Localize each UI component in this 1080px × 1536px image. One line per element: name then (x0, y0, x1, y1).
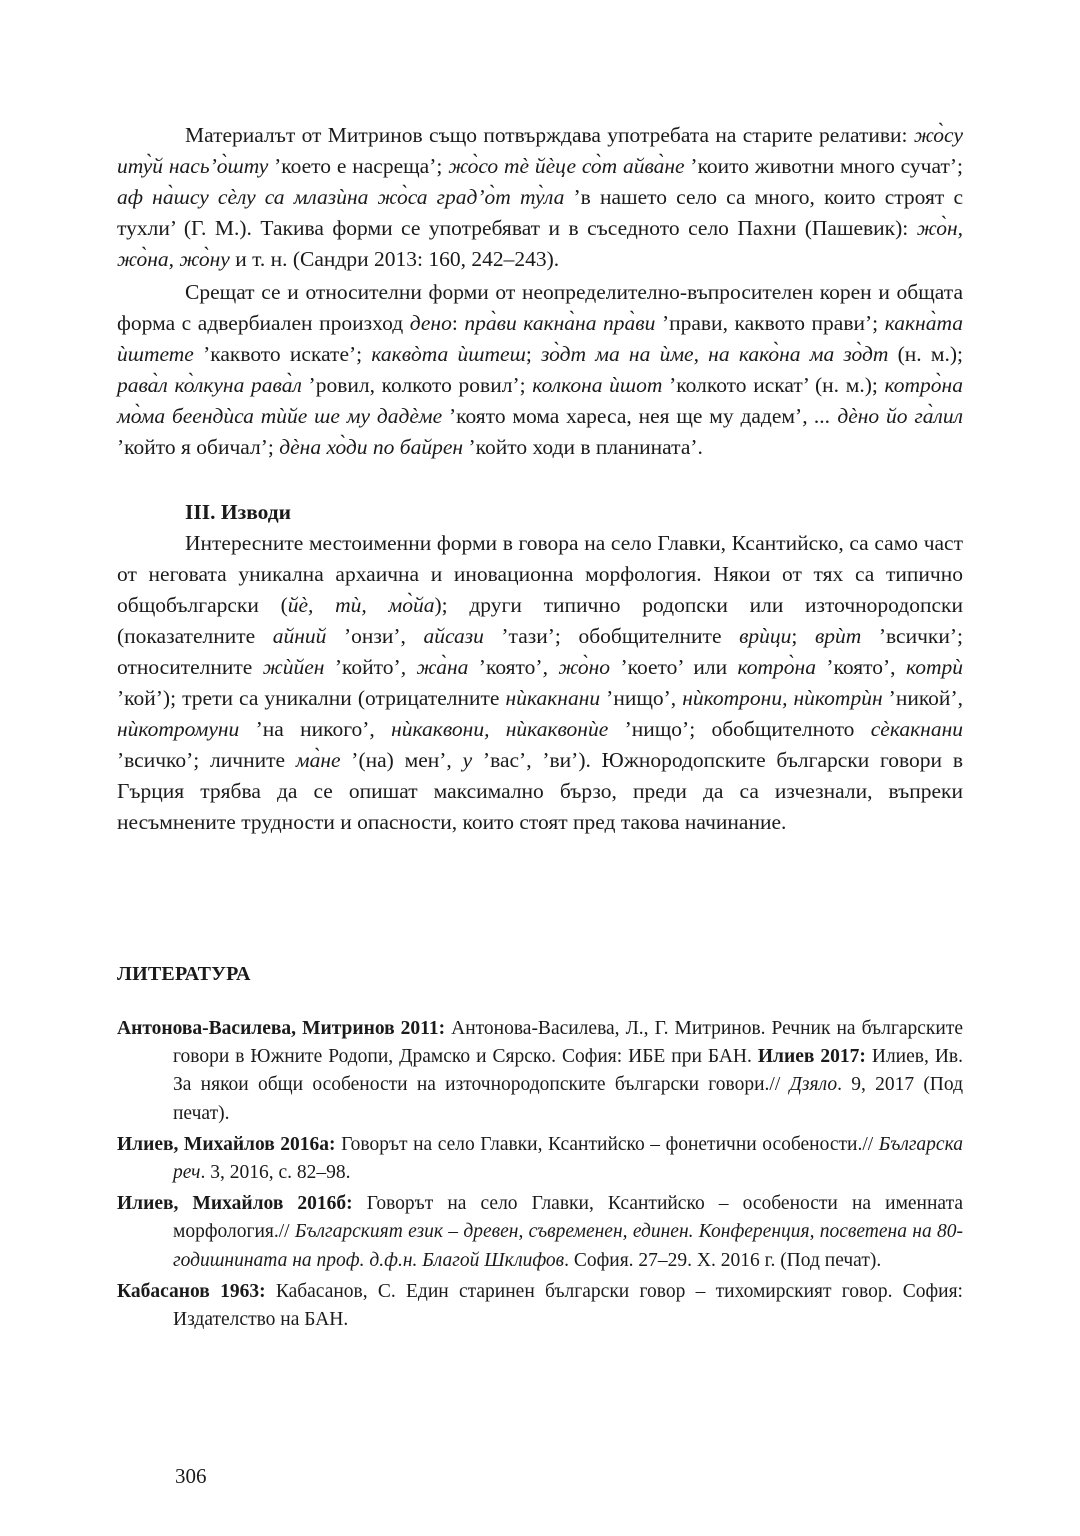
text-run: Говорът на село Главки, Ксантийско – особености на именната морфология.// (173, 1193, 963, 1243)
text-run: ’(на) мен’, (340, 748, 463, 772)
italic-text: , ... дѐно йо га̀лил (802, 404, 963, 428)
text-run: ’ровил, колкото ровил’; (301, 373, 533, 397)
bold-text: Илиев 2017: (757, 1046, 866, 1068)
bold-text: Илиев, Михайлов 2016а: (117, 1133, 336, 1155)
text-run: ’прави, каквото прави’; (655, 311, 885, 335)
conclusion-paragraph (117, 528, 963, 838)
text-run: . 9, 2017 (Под печат). (173, 1074, 963, 1124)
italic-text: врѝци (739, 624, 792, 648)
text-run: ; (525, 342, 542, 366)
italic-text: сѐкакнани (870, 717, 963, 741)
italic-text: нѝкаквони, нѝкаквонѝе (391, 717, 609, 741)
text-run: ’онзи’, (326, 624, 424, 648)
text-run: ’което’ или (610, 655, 738, 679)
text-run: ’кой’); трети са уникални (отрицателните (117, 686, 506, 710)
text-run: ’всички’; относителните (117, 624, 963, 679)
text-run: ’която мома хареса, нея ще му дадем’ (442, 404, 803, 428)
text-run: ’тази’; обобщителните (483, 624, 740, 648)
text-run: ’колкото искат’ (н. м.); (662, 373, 885, 397)
text-run: : (451, 311, 465, 335)
italic-text: ма̀не (295, 748, 341, 772)
paragraph-1 (117, 120, 963, 275)
italic-text: нѝкотромуни (117, 717, 240, 741)
text-run: Срещат се и относителни форми от неопределително-въпросителен корен и общата форма с адвербиален произход (117, 280, 963, 335)
italic-text: Българският език – древен, съвременен, единен. Конференция, посветена на 80-годишнината на проф. д.ф.н. Благой Шклифов (173, 1221, 964, 1271)
text-run: . 3, 2016, с. 82–98. (200, 1162, 351, 1184)
italic-text: нѝкакнани (505, 686, 601, 710)
bold-text: Илиев, Михайлов 2016б: (117, 1193, 353, 1215)
reference-entry (117, 1278, 963, 1334)
italic-text: Българска реч (173, 1133, 963, 1184)
bold-text: Антонова-Василева, Митринов 2011: (117, 1018, 446, 1039)
bold-text: Кабасанов 1963: (117, 1280, 266, 1302)
reference-entry (117, 1190, 963, 1275)
italic-text: нѝкотрони, нѝкотрѝн (682, 686, 883, 710)
reference-list (117, 1015, 963, 1337)
text-run: ’на никого’, (239, 717, 392, 741)
italic-text: каквòта ѝштеш (371, 342, 526, 366)
text-run: ’която’, (815, 655, 906, 679)
reference-entry (117, 1131, 963, 1187)
italic-text: жо̀су иту̀й нась’о̀шту (117, 123, 963, 178)
text-run: ; (791, 624, 815, 648)
text-run: ’който’ (324, 655, 401, 679)
text-run: ’всичко’; личните (117, 748, 296, 772)
italic-text: жо̀со тѐ йѐце со̀т айва̀не (448, 154, 685, 178)
text-run: Антонова-Василева, Л., Г. Митринов. Речник на българските говори в Южните Родопи, Драмско и Сярско. София: ИБЕ при БАН. (173, 1018, 963, 1068)
italic-text: котро̀на мо̀ма беендѝса тѝйе ше му дадѐме (117, 373, 963, 428)
text-run: ’никой’, (882, 686, 963, 710)
text-run: Говорът на село Главки, Ксантийско – фонетични особености.// (335, 1133, 879, 1155)
text-run: ’нищо’, (600, 686, 683, 710)
text-run: ’който ходи в планината’. (463, 435, 703, 459)
italic-text: дено (409, 311, 452, 335)
italic-text: зо̀дт ма на ѝме, на како̀на ма зо̀дт (541, 342, 889, 366)
reference-entry (117, 1015, 963, 1128)
italic-text: какна̀та ѝштете (117, 311, 963, 366)
italic-text: жѝйен (262, 655, 325, 679)
text-run: ’която’ (468, 655, 543, 679)
italic-text: жо̀н, жо̀на, жо̀ну (117, 216, 963, 271)
italic-text: Дзяло (789, 1074, 838, 1096)
text-run: ’нищо’; обобщителното (608, 717, 871, 741)
italic-text: колкона ѝшот (532, 373, 663, 397)
text-run: ’което е насреща’; (268, 154, 449, 178)
paragraph-2 (117, 277, 963, 463)
text-run: Кабасанов, С. Един старинен български говор – тихомирският говор. София: Издателство на БАН. (173, 1280, 963, 1331)
italic-text: , жа̀на (400, 655, 469, 679)
text-run: ); други типично родопски или източнородопски (показателните (117, 593, 963, 648)
text-run: ’каквото искате’; (193, 342, 372, 366)
text-run: . София. 27–29. X. 2016 г. (Под печат). (564, 1249, 882, 1271)
text-run: Илиев, Ив. За някои общи особености на източнородопските български говори.// (173, 1046, 963, 1096)
italic-text: айсази (423, 624, 484, 648)
text-run: ’вас’, ’ви’). Южнородопските български говори в Гърция трябва да се опишат максимално бързо, преди да са изчезнали, въпреки несъмнените трудности и опасности, които стоят пред такова начинание. (117, 748, 963, 834)
main-text (117, 120, 963, 838)
italic-text: йѐ, тѝ, мо̀йа (287, 593, 435, 617)
italic-text: айний (272, 624, 327, 648)
italic-text: дѐна хо̀ди по байрен (279, 435, 464, 459)
text-run: ’в нашето село са много, които строят с тухли’ (Г. М.). Такива форми се употребяват и в съседното село Пахни (Пашевик): (117, 185, 963, 240)
text-run: Материалът от Митринов също потвърждава употребата на старите релативи: (185, 123, 914, 147)
text-run: (н. м.); (888, 342, 964, 366)
italic-text: котро̀на (737, 655, 816, 679)
page-number: 306 (175, 1464, 207, 1488)
literature-heading: ЛИТЕРАТУРА (117, 963, 251, 985)
section-heading: III. Изводи (185, 500, 292, 524)
italic-text: у (462, 748, 473, 772)
italic-text: пра̀ви какна̀на пра̀ви (464, 311, 656, 335)
text-run: Интересните местоименни форми в говора на село Главки, Ксантийско, са само част от неговата уникална архаична и иновационна морфология. Някои от тях са типично общобългарски ( (117, 531, 963, 617)
italic-text: рава̀л ко̀лкуна рава̀л (117, 373, 302, 397)
italic-text: врѝт (814, 624, 862, 648)
text-run: ’който я обичал’; (117, 435, 280, 459)
italic-text: аф на̀шсу сѐлу са млазѝна жо̀са град’о̀т ту̀ла (117, 185, 565, 209)
text-run: и т. н. (Сандри 2013: 160, 242–243). (229, 247, 560, 271)
italic-text: , жо̀но (542, 655, 611, 679)
italic-text: котрѝ (905, 655, 963, 679)
text-run: ’които животни много сучат’; (684, 154, 964, 178)
